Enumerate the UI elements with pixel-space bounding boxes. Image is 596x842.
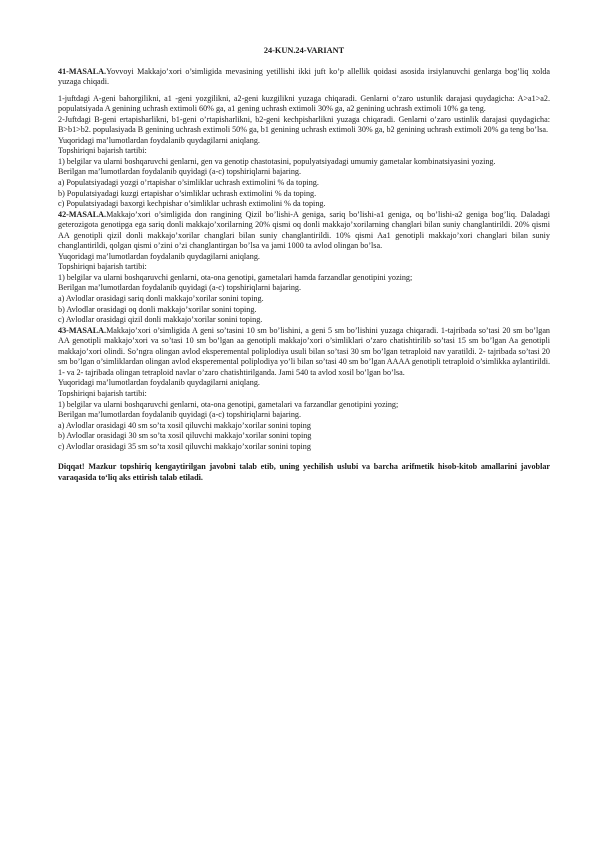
- problem-41-intro-text: Yovvoyi Makkajo’xori o’simligida mevasining yetillishi ikki juft ko’p allellik qoidasi asosida irsiylanuvchi genlarga bog’liq xolda yuzaga chiqadi.: [58, 66, 550, 87]
- problem-42-intro-text: Makkajo’xori o’simligida don rangining Qizil bo’lishi-A geniga, sariq bo’lishi-a1 geniga, oq bo’lishi-a2 geniga bog’liq. Daladagi geterozigota genotipga ega sariq donli makkajo’xorilarning 20% qismi oq donli makkajo’xorilarning changlari bilan suniy changlantirildi. 20% qismi AA genotipli qizil donli makkajo’xorilar changlari bilan suniy changlantirildi. 10% qismi Aa1 genotipli makkajo’xori changlari bilan suniy changlantirildi, qolgan qismi o’zini o’zi changlantirgan bo’lsa va jami 1000 ta avlod olingan bo’lsa.: [58, 209, 550, 251]
- problem-41-intro: [58, 67, 550, 88]
- problem-42-order-heading: Topshiriqni bajarish tartibi:: [58, 262, 147, 272]
- problem-41-tasks-heading: Berilgan ma’lumotlardan foydalanib quyidagi (a-c) topshiriqlarni bajaring.: [58, 167, 301, 177]
- problem-41-instruction: Yuqoridagi ma’lumotlardan foydalanib quydagilarni aniqlang.: [58, 135, 260, 145]
- problem-43-intro: [58, 326, 550, 379]
- problem-41-pair2: 2-Juftdagi B-geni ertapisharlikni, b1-geni o’rtapisharlikni, b2-geni kechpisharlikni yuzaga chiqaradi. Genlarni o’zaro ustinlik darajasi quydagicha: B>b1>b2. populasiyada B genining uchrash extimoli 50% ga, b1 genining uchrash extimoli 30% ga, b2 genining uchrash extimoli 20% ga teng bo’lsa.: [58, 114, 550, 135]
- problem-41-pair1: 1-juftdagi A-geni bahorgilikni, a1 -geni yozgilikni, a2-geni kuzgilikni yuzaga chiqaradi. Genlarni o’zaro ustunlik darajasi quydagicha: A>a1>a2. populatsiyada A genining uchrash extimoli 60% ga, a1 gening uchrash extimoli 30% ga, a2 genining uchrash extimoli 10% ga teng.: [58, 93, 550, 114]
- attention-note: Diqqat! Mazkur topshiriq kengaytirilgan javobni talab etib, uning yechilish uslubi va barcha arifmetik hisob-kitob amallarini javoblar varaqasida to‘liq aks ettirish talab etiladi.: [58, 462, 550, 482]
- problem-41-task-b: b) Populatsiyadagi kuzgi ertapishar o’simliklar uchrash extimolini % da toping.: [58, 188, 317, 198]
- problem-42-task-c: c) Avlodlar orasidagi qizil donli makkajo’xorilar sonini toping.: [58, 315, 263, 325]
- problem-41-task-c: c) Populatsiyadagi baxorgi kechpishar o’simliklar uchrash extimolini % da toping.: [58, 199, 326, 209]
- problem-43-step-1: 1) belgilar va ularni boshqaruvchi genlarni, ota-ona genotipi, gametalari va farzandlar genotipini yozing;: [58, 399, 399, 409]
- problem-42-tasks-heading: Berilgan ma’lumotlardan foydalanib quyidagi (a-c) topshiriqlarni bajaring.: [58, 283, 301, 293]
- problem-43-task-b: b) Avlodlar orasidagi 30 sm so’ta xosil qiluvchi makkajo’xorilar sonini toping: [58, 431, 312, 441]
- problem-43-task-a: a) Avlodlar orasidagi 40 sm so’ta xosil qiluvchi makkajo’xorilar sonini toping: [58, 420, 311, 430]
- problem-42-task-a: a) Avlodlar orasidagi sariq donli makkajo’xorilar sonini toping.: [58, 294, 264, 304]
- problem-42-task-b: b) Avlodlar orasidagi oq donli makkajo’xorilar sonini toping.: [58, 304, 257, 314]
- problem-41-task-a: a) Populatsiyadagi yozgi o’rtapishar o’simliklar uchrash extimolini % da toping.: [58, 178, 319, 188]
- problem-43-order-heading: Topshiriqni bajarish tartibi:: [58, 388, 147, 398]
- problem-43-task-c: c) Avlodlar orasidagi 35 sm so’ta xosil qiluvchi makkajo’xorilar sonini toping: [58, 441, 311, 451]
- problem-43-instruction: Yuqoridagi ma’lumotlardan foydalanib quydagilarni aniqlang.: [58, 378, 260, 388]
- problem-42-intro: [58, 210, 550, 252]
- problem-41-order-heading: Topshiriqni bajarish tartibi:: [58, 146, 147, 156]
- problem-43-intro-text: Makkajo’xori o’simligida A geni so’tasini 10 sm bo’lishini, a geni 5 sm bo’lishini yuzaga chiqaradi. 1-tajribada so’tasi 20 sm bo’lgan AA genotipli makkajo’xori va so’tasi 10 sm bo’lgan aa genotipli makkajo’xori o’simliklari o’zaro chatishtirilib so’tasi 15 sm bo’lgan Aa genotipli makkajo’xori olindi. So’ngra olingan avlod eksperemental poliplodiya usuli bilan so’tasi 30 sm bo’lgan tetraploid nav yaratildi. 2- tajribada so’tasi 20 sm bo’lgan o’simliklardan olingan avlod eksperemental poliplodiya yo’li bilan so’tasi 40 sm bo’lgan AAAA genotipli tetraploid o’simlikka aylantirildi. 1- va 2- tajribada olingan tetraploid navlar o’zaro chatishtirilganda. Jami 540 ta avlod xosil bo’lgan bo’lsa.: [58, 325, 550, 377]
- problem-43-label: 43-MASALA.: [58, 325, 107, 335]
- problem-41-label: 41-MASALA.: [58, 66, 107, 76]
- problem-43-tasks-heading: Berilgan ma’lumotlardan foydalanib quyidagi (a-c) topshiriqlarni bajaring.: [58, 410, 301, 420]
- problem-41-step-1: 1) belgilar va ularni boshqaruvchi genlarni, gen va genotip chastotasini, populyatsiyadagi umumiy gametalar kombinatsiyasini yozing.: [58, 156, 496, 166]
- problem-42-label: 42-MASALA.: [58, 209, 107, 219]
- problem-42-instruction: Yuqoridagi ma’lumotlardan foydalanib quydagilarni aniqlang.: [58, 251, 260, 261]
- problem-42-step-1: 1) belgilar va ularni boshqaruvchi genlarni, ota-ona genotipi, gametalari hamda farzandlar genotipini yozing;: [58, 272, 413, 282]
- page-title: 24-KUN.24-VARIANT: [263, 46, 345, 55]
